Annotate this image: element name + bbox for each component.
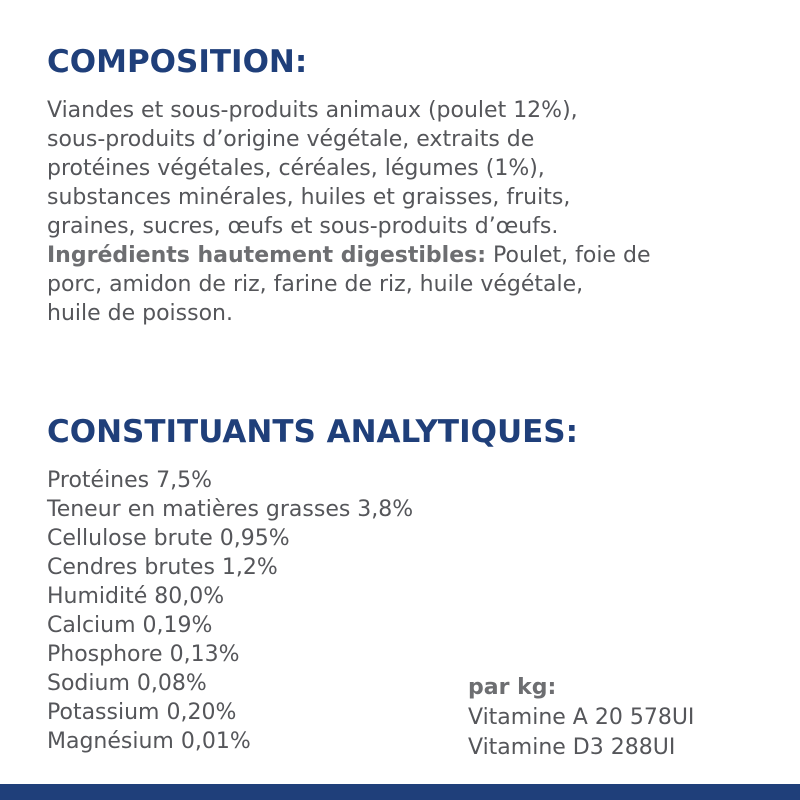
- constituent-item: Potassium 0,20%: [47, 700, 237, 725]
- composition-line: Viandes et sous-produits animaux (poulet 12%),: [47, 98, 578, 123]
- analytical-constituents-heading: CONSTITUANTS ANALYTIQUES:: [47, 414, 579, 450]
- constituent-item: Calcium 0,19%: [47, 613, 213, 638]
- per-kg-additives: [468, 673, 694, 763]
- composition-line: sous-produits d’origine végétale, extraits de: [47, 127, 535, 152]
- digestible-ingredients-line: [47, 241, 777, 270]
- composition-text: [47, 96, 777, 328]
- constituent-item: Sodium 0,08%: [47, 671, 207, 696]
- digestible-ingredients-line: huile de poisson.: [47, 301, 233, 326]
- vitamin-item: Vitamine A 20 578UI: [468, 705, 695, 730]
- constituent-item: Cendres brutes 1,2%: [47, 555, 278, 580]
- composition-line: protéines végétales, céréales, légumes (1%),: [47, 156, 545, 181]
- vitamin-item: Vitamine D3 288UI: [468, 735, 676, 760]
- composition-line: substances minérales, huiles et graisses, fruits,: [47, 185, 571, 210]
- composition-line: graines, sucres, œufs et sous-produits d’œufs.: [47, 214, 559, 239]
- per-kg-title: par kg:: [468, 675, 557, 700]
- composition-heading: COMPOSITION:: [47, 44, 308, 80]
- constituent-item: Protéines 7,5%: [47, 468, 212, 493]
- digestible-ingredients-line: porc, amidon de riz, farine de riz, huile végétale,: [47, 272, 584, 297]
- constituent-item: Magnésium 0,01%: [47, 729, 251, 754]
- analytical-constituents-list: [47, 466, 413, 756]
- constituent-item: Teneur en matières grasses 3,8%: [47, 497, 414, 522]
- constituent-item: Phosphore 0,13%: [47, 642, 240, 667]
- constituent-item: Cellulose brute 0,95%: [47, 526, 290, 551]
- digestible-ingredients-text: Poulet, foie de: [486, 243, 651, 268]
- digestible-ingredients-label: Ingrédients hautement digestibles:: [47, 243, 487, 268]
- bottom-brand-bar: [0, 784, 800, 800]
- constituent-item: Humidité 80,0%: [47, 584, 225, 609]
